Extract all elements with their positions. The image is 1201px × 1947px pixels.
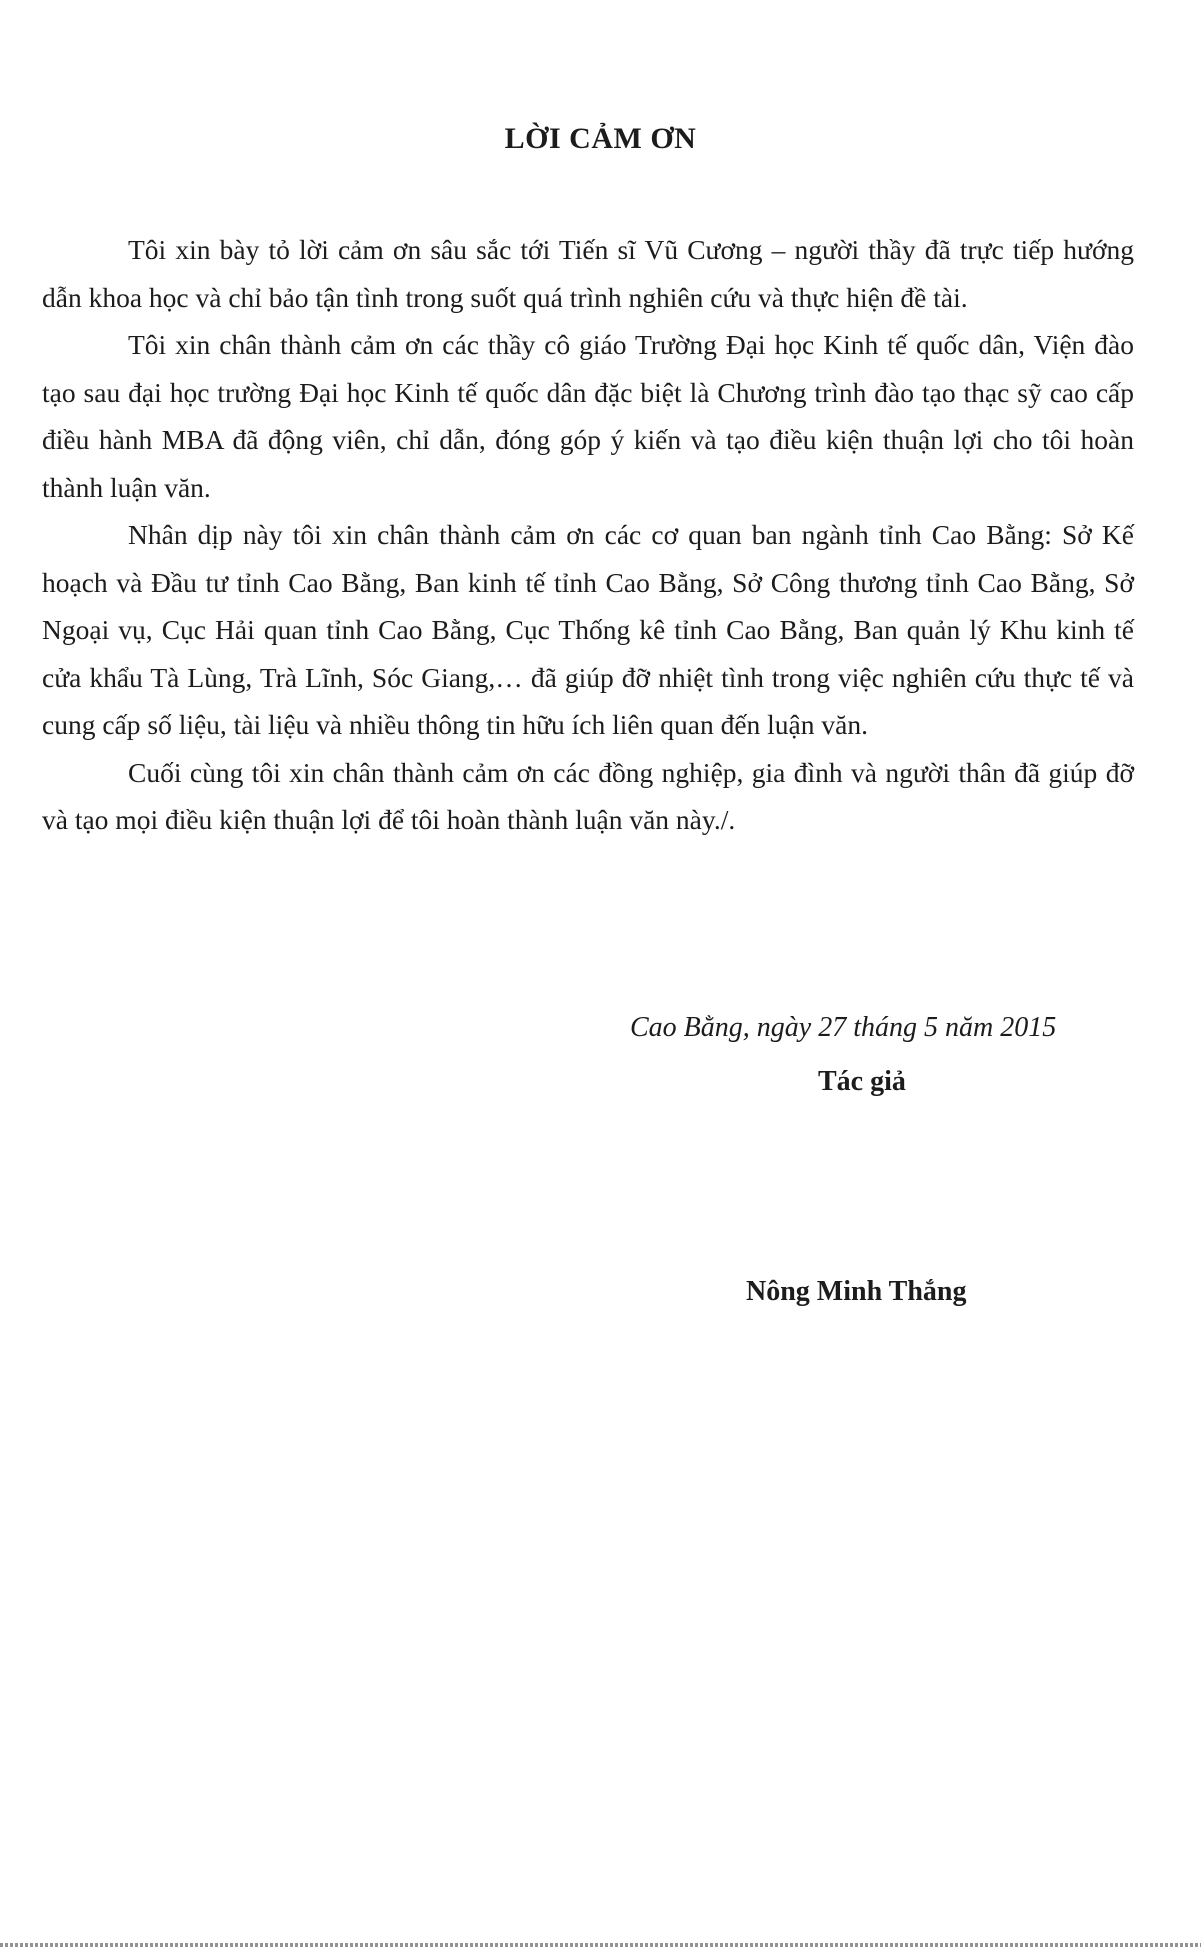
- scan-edge-border: [0, 1943, 1201, 1947]
- paragraph-agencies: Nhân dịp này tôi xin chân thành cảm ơn các cơ quan ban ngành tỉnh Cao Bằng: Sở Kế hoạch và Đầu tư tỉnh Cao Bằng, Ban kinh tế tỉnh Cao Bằng, Sở Công thương tỉnh Cao Bằng, Sở Ngoại vụ, Cục Hải quan tỉnh Cao Bằng, Cục Thống kê tỉnh Cao Bằng, Ban quản lý Khu kinh tế cửa khẩu Tà Lùng, Trà Lĩnh, Sóc Giang,… đã giúp đỡ nhiệt tình trong việc nghiên cứu thực tế và cung cấp số liệu, tài liệu và nhiều thông tin hữu ích liên quan đến luận văn.: [42, 519, 1134, 740]
- signature-place-date: Cao Bằng, ngày 27 tháng 5 năm 2015: [630, 1012, 1057, 1043]
- document-title: LỜI CẢM ƠN: [504, 122, 697, 155]
- acknowledgement-body: [42, 226, 1134, 844]
- paragraph-university: Tôi xin chân thành cảm ơn các thầy cô giáo Trường Đại học Kinh tế quốc dân, Viện đào tạo sau đại học trường Đại học Kinh tế quốc dân đặc biệt là Chương trình đào tạo thạc sỹ cao cấp điều hành MBA đã động viên, chỉ dẫn, đóng góp ý kiến và tạo điều kiện thuận lợi cho tôi hoàn thành luận văn.: [42, 329, 1134, 503]
- paragraph-family: Cuối cùng tôi xin chân thành cảm ơn các đồng nghiệp, gia đình và người thân đã giúp đỡ và tạo mọi điều kiện thuận lợi để tôi hoàn thành luận văn này./.: [42, 756, 1134, 835]
- signature-author-name: Nông Minh Thắng: [746, 1276, 967, 1307]
- signature-role: Tác giả: [818, 1066, 906, 1097]
- paragraph-advisor: Tôi xin bày tỏ lời cảm ơn sâu sắc tới Tiến sĩ Vũ Cương – người thầy đã trực tiếp hướng dẫn khoa học và chỉ bảo tận tình trong suốt quá trình nghiên cứu và thực hiện đề tài.: [42, 234, 1134, 313]
